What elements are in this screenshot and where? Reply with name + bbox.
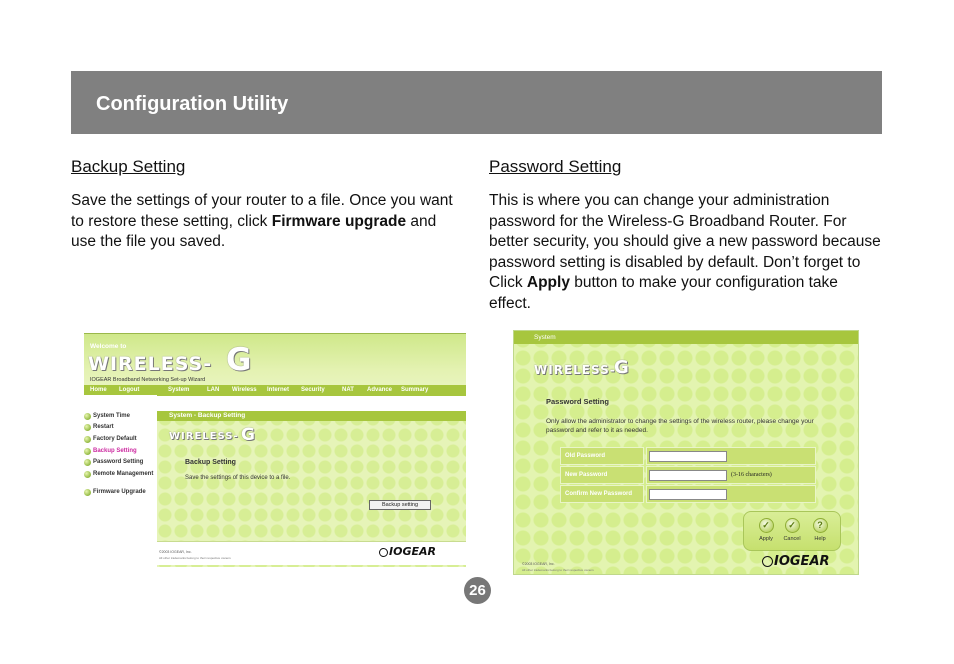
wireless-logo: WIRELESS- [88,353,213,375]
bullet-icon [84,424,91,431]
form-row-old-password [560,447,816,466]
backup-heading: Backup Setting [71,157,186,176]
copyright-text: ©2003 IOGEAR, Inc. [159,550,192,554]
nav-logout[interactable]: Logout [119,386,140,393]
nav-wireless[interactable]: Wireless [232,386,257,393]
header-bar [71,71,882,134]
bullet-icon [84,448,91,455]
field-label-cell [560,466,644,484]
wireless-logo-g: G [226,342,253,378]
nav-summary[interactable]: Summary [401,386,429,393]
password-section-desc: Only allow the administrator to change the settings of the wireless router, please change your password and refer to it as needed. [546,418,814,434]
password-text-2: button to make your configuration take effect. [489,274,838,312]
bullet-icon [84,436,91,443]
iogear-logo-icon [762,556,773,567]
password-text-1: This is where you can change your administration password for the Wireless-G Broadband Router. For better security, you should give a new password because password setting is disabled by default. Don’t forget to Click [489,192,881,291]
wireless-logo-g: G [614,357,630,378]
confirm-password-input[interactable] [649,489,727,500]
field-label-cell [560,447,644,465]
wireless-logo-small: WIRELESS- [169,431,239,442]
nav-lan[interactable]: LAN [207,386,220,393]
field-cell [646,447,816,465]
new-password-label: New Password [565,472,608,478]
sidebar-item-label: Remote Management [93,471,154,477]
field-cell [646,485,816,503]
sidebar-item-label: Factory Default [93,436,137,442]
wireless-logo-small-g: G [241,425,256,445]
cancel-label: Cancel [783,536,801,542]
router-sidebar [84,395,157,567]
nav-internet[interactable]: Internet [267,386,290,393]
trademark-text: All other trademarks belong to their respective owners [522,568,594,572]
bullet-icon [84,459,91,466]
wizard-subtitle: IOGEAR Broadband Networking Set-up Wizard [90,377,206,383]
nav-advance[interactable]: Advance [367,386,393,393]
backup-text-2: and use the file you saved. [71,212,437,250]
page-title: Configuration Utility [96,93,289,115]
router-banner [84,333,466,395]
copyright-text: ©2003 IOGEAR, Inc. [522,562,555,566]
backup-screenshot [84,333,466,567]
cancel-button[interactable] [782,518,802,542]
iogear-logo [379,545,436,558]
field-label-cell [560,485,644,503]
welcome-text: Welcome to [90,343,127,350]
password-description [489,191,881,314]
iogear-logo-icon [379,548,388,557]
form-row-confirm-password [560,485,816,504]
password-form [560,447,816,504]
nav-home[interactable]: Home [90,386,107,393]
check-icon: ✓ [759,518,774,533]
form-row-new-password [560,466,816,485]
backup-setting-button[interactable]: Backup setting [369,500,431,510]
brand-text: IOGEAR [389,545,436,558]
apply-label: Apply [759,536,773,542]
help-icon: ? [813,518,828,533]
password-section-title: Password Setting [546,397,609,406]
old-password-label: Old Password [565,453,606,459]
action-button-panel [743,511,841,551]
brand-text: IOGEAR [774,554,830,569]
panel-header [157,411,466,421]
router-topbar [514,331,858,344]
sidebar-item-label: Password Setting [93,459,144,465]
bullet-icon [84,413,91,420]
router-footer [157,541,466,565]
field-hint: (3-16 characters) [731,472,772,478]
bullet-icon [84,489,91,496]
cancel-icon: ✓ [785,518,800,533]
panel-title: System - Backup Setting [169,412,246,419]
apply-button[interactable] [756,518,776,542]
nav-system[interactable]: System [168,386,190,393]
password-screenshot [513,330,859,575]
new-password-input[interactable] [649,470,727,481]
bullet-icon [84,471,91,478]
field-cell [646,466,816,484]
help-button[interactable] [810,518,830,542]
topbar-title: System [534,334,556,341]
trademark-text: All other trademarks belong to their respective owners [159,556,231,560]
help-label: Help [814,536,826,542]
backup-bold-link: Firmware upgrade [271,212,407,230]
iogear-logo [762,554,830,569]
backup-description [71,191,456,253]
password-heading: Password Setting [489,157,622,176]
wireless-logo: WIRELESS- [534,363,616,377]
router-footer [514,554,858,575]
backup-section-title: Backup Setting [185,459,236,466]
sidebar-item-label: Firmware Upgrade [93,489,146,495]
sidebar-item-label: System Time [93,413,130,419]
page-number: 26 [464,577,491,604]
nav-security[interactable]: Security [301,386,325,393]
sidebar-item-label: Restart [93,424,114,430]
confirm-password-label: Confirm New Password [565,491,633,497]
old-password-input[interactable] [649,451,727,462]
password-bold-apply: Apply [526,274,570,291]
backup-section-desc: Save the settings of this device to a file. [185,475,291,481]
backup-text-1: Save the settings of your router to a file. Once you want to restore these setting, click [71,192,453,230]
sidebar-item-label: Backup Setting [93,448,137,454]
nav-nat[interactable]: NAT [342,386,354,393]
